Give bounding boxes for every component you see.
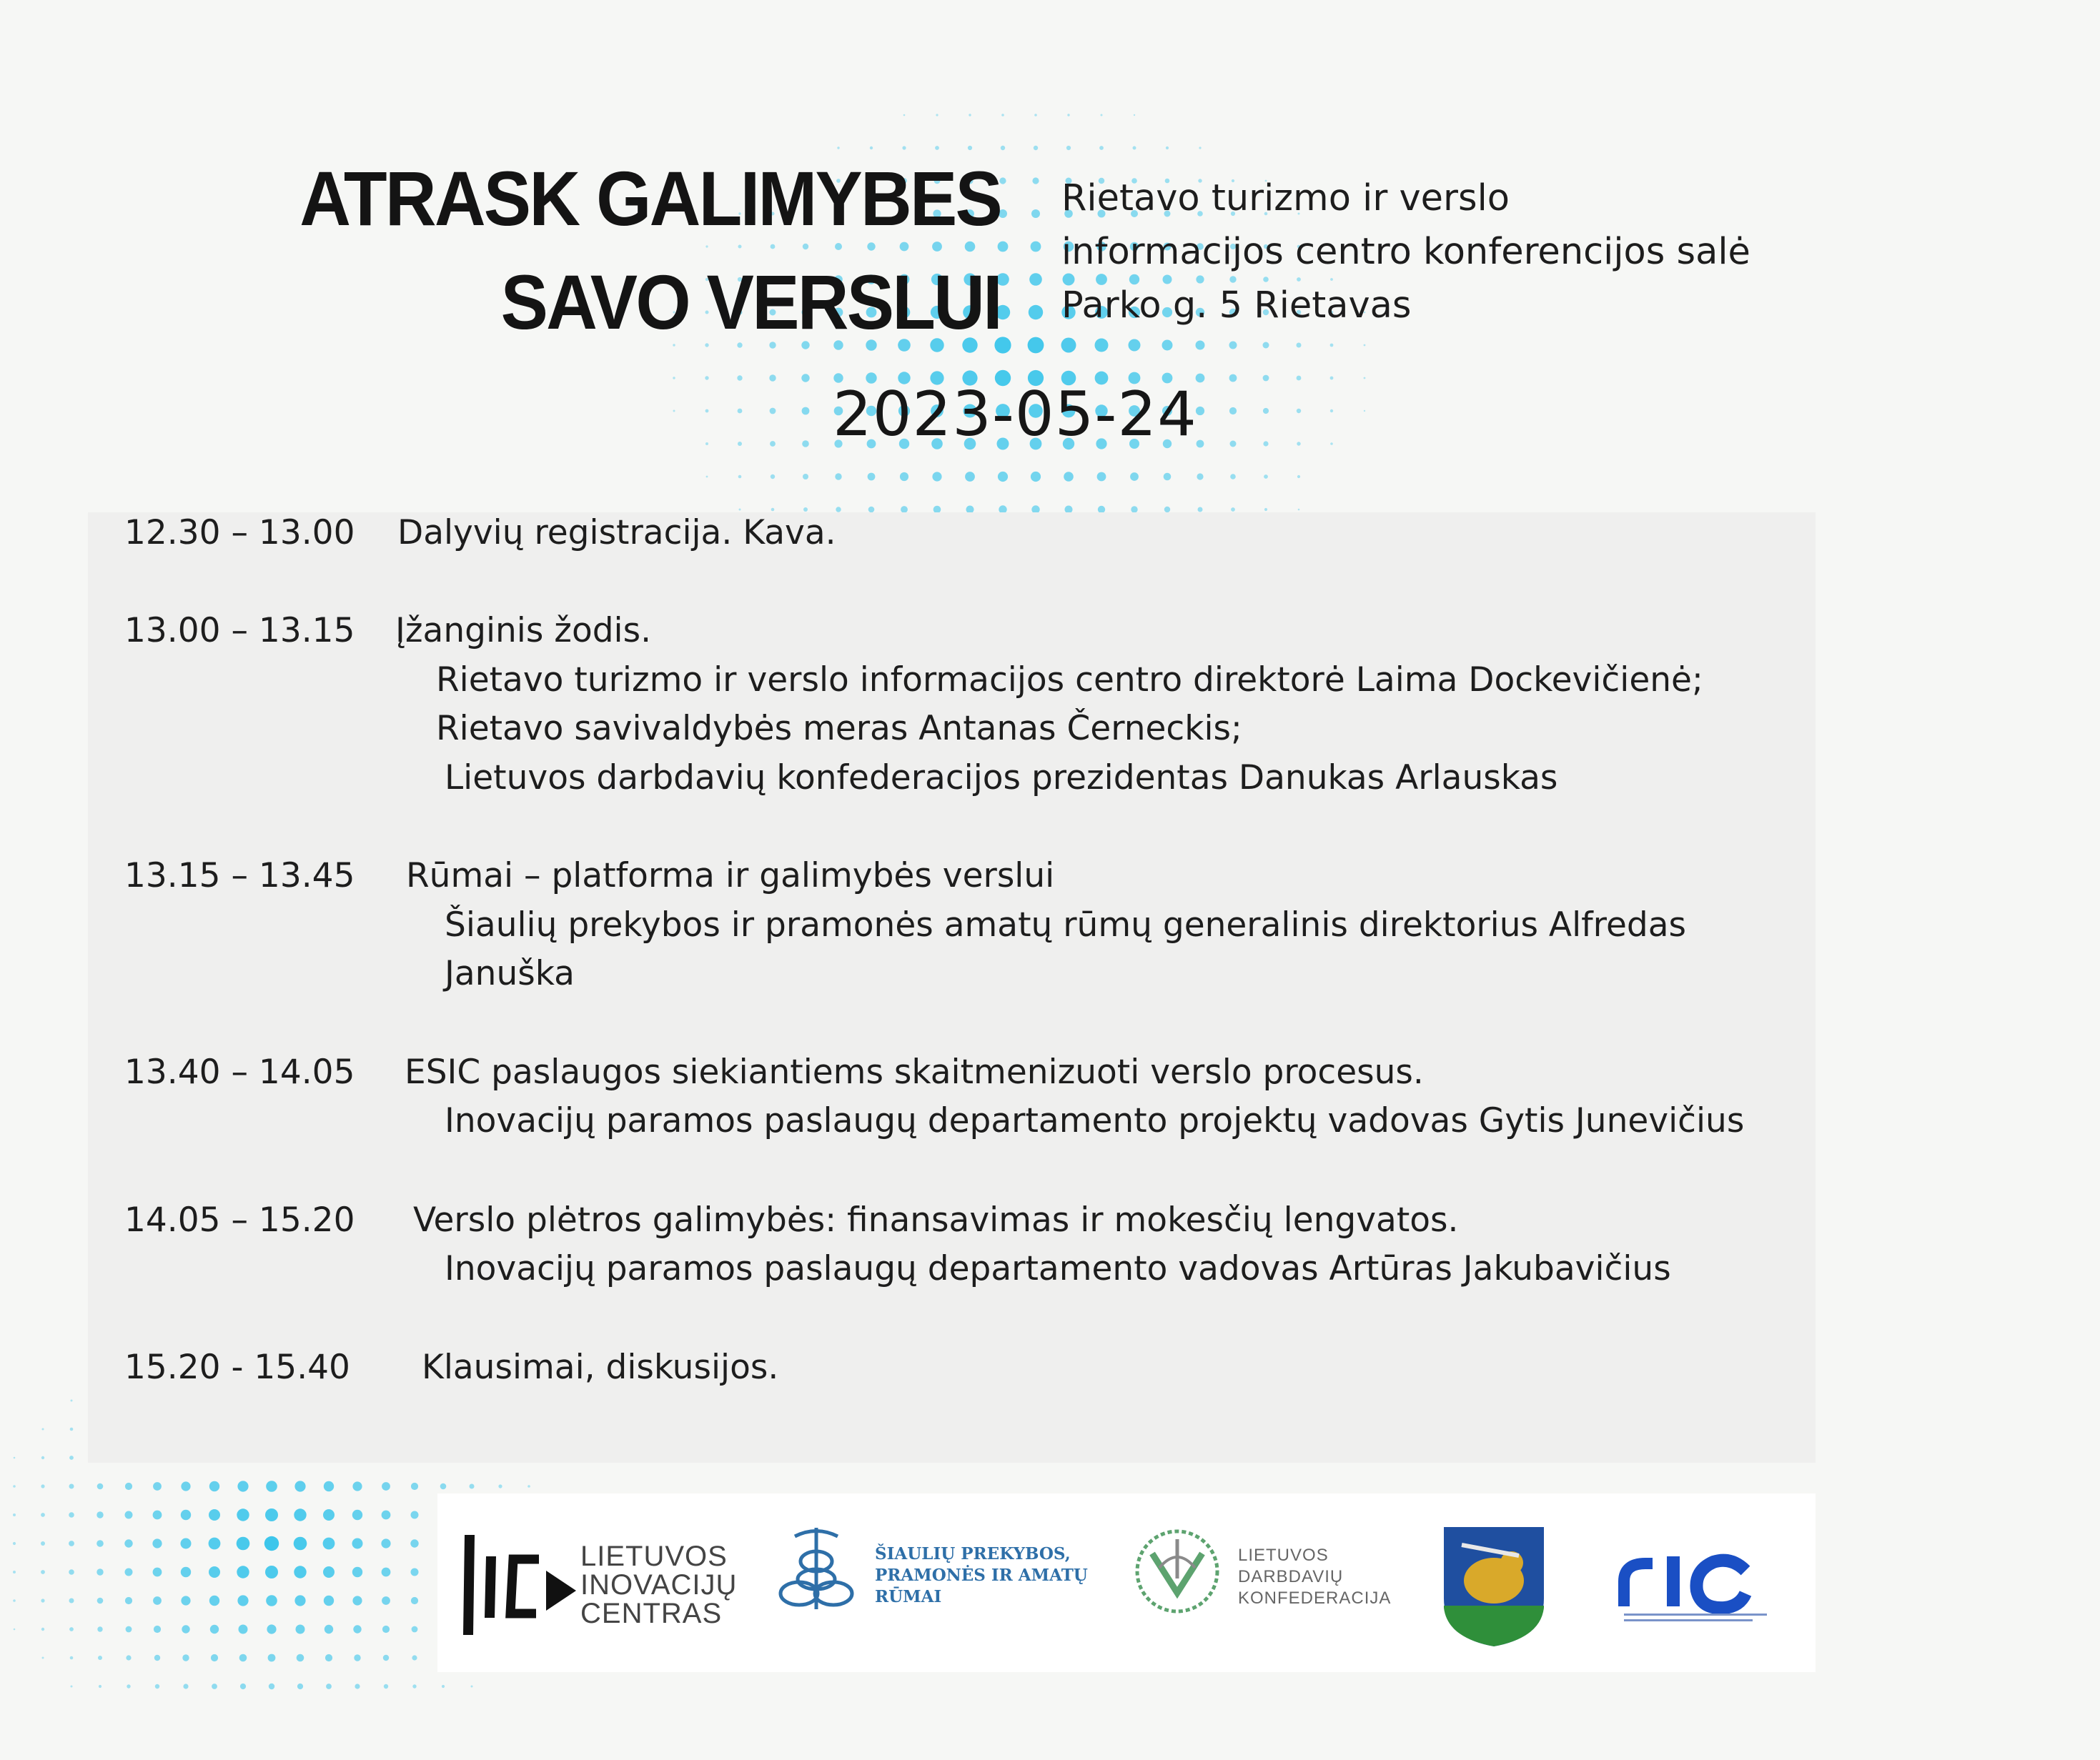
halftone-dot (153, 1511, 162, 1520)
event-date: 2023-05-24 (833, 379, 1197, 450)
halftone-dot (324, 1596, 334, 1606)
halftone-dot (69, 1627, 74, 1631)
lic-logo-mark (459, 1528, 595, 1642)
halftone-dot (324, 1481, 334, 1491)
agenda-time: 12.30 – 13.00 (124, 513, 355, 552)
siauliai-line-1: ŠIAULIŲ PREKYBOS, (875, 1544, 1071, 1563)
halftone-dot (181, 1481, 190, 1491)
agenda-title: Įžanginis žodis. (395, 611, 652, 650)
halftone-dot (1197, 440, 1204, 448)
halftone-dot (1031, 472, 1041, 482)
venue-info (1061, 171, 1750, 332)
halftone-dot (352, 1510, 362, 1520)
halftone-dot (471, 1686, 473, 1688)
halftone-dot (352, 1567, 362, 1577)
halftone-dot (1263, 375, 1269, 382)
halftone-dot (69, 1569, 74, 1575)
halftone-dot (1133, 146, 1136, 150)
halftone-dot (41, 1570, 45, 1574)
lic-line-2: INOVACIJŲ (580, 1569, 738, 1601)
agenda-detail: Lietuvos darbdavių konfederacijos prezidentas Danukas Arlauskas (445, 758, 1558, 797)
venue-line-1: Rietavo turizmo ir verslo (1061, 177, 1510, 219)
halftone-dot (771, 474, 775, 479)
halftone-dot (41, 1484, 44, 1488)
halftone-dot (323, 1566, 335, 1578)
ldk-line-3: KONFEDERACIJA (1238, 1589, 1392, 1608)
halftone-dot (1028, 337, 1044, 354)
halftone-dot (1297, 409, 1301, 413)
halftone-dot (1297, 442, 1300, 445)
halftone-dot (71, 1686, 73, 1688)
halftone-dot (1229, 342, 1237, 349)
halftone-dot (237, 1566, 249, 1578)
halftone-dot (325, 1625, 333, 1634)
title-line-1: ATRASK GALIMYBES (299, 155, 1001, 242)
halftone-dot (1066, 146, 1071, 150)
halftone-dot (99, 1685, 101, 1688)
halftone-dot (969, 114, 971, 116)
halftone-dot (1031, 209, 1040, 218)
halftone-dot (1298, 509, 1300, 511)
halftone-dot (181, 1596, 190, 1605)
halftone-dot (323, 1538, 335, 1550)
halftone-dot (382, 1511, 391, 1520)
halftone-dot (42, 1657, 44, 1659)
halftone-dot (69, 1599, 74, 1604)
halftone-dot (13, 1485, 16, 1488)
halftone-dot (1129, 339, 1141, 352)
halftone-dot (1099, 146, 1104, 150)
agenda-title: Verslo plėtros galimybės: finansavimas ir mokesčių lengvatos. (413, 1200, 1459, 1240)
halftone-dot (294, 1595, 305, 1606)
halftone-dot (381, 1538, 390, 1548)
halftone-dot (442, 1685, 445, 1688)
halftone-dot (1197, 473, 1203, 479)
halftone-dot (673, 377, 675, 379)
coat-of-arms-icon (1440, 1523, 1547, 1649)
halftone-dot (70, 1428, 74, 1431)
halftone-dot (239, 1654, 247, 1662)
halftone-dot (352, 1596, 362, 1605)
halftone-dot (97, 1598, 104, 1604)
halftone-dot (1297, 376, 1302, 381)
halftone-dot (412, 1626, 418, 1633)
halftone-dot (97, 1626, 102, 1631)
venue-line-2: informacijos centro konferencijos salė (1061, 231, 1750, 273)
venue-line-3: Parko g. 5 Rietavas (1061, 284, 1412, 327)
halftone-dot (237, 1508, 249, 1521)
halftone-dot (41, 1541, 45, 1546)
halftone-dot (738, 442, 742, 446)
halftone-dot (1364, 344, 1366, 347)
agenda-title: ESIC paslaugos siekiantiems skaitmenizuoti verslo procesus. (405, 1053, 1424, 1092)
sponsor-logos (437, 1493, 1816, 1672)
halftone-dot (211, 1654, 218, 1661)
siauliai-line-2: PRAMONĖS IR AMATŲ (875, 1566, 1088, 1585)
agenda-title: Dalyvių registracija. Kava. (397, 513, 836, 552)
halftone-dot (836, 507, 841, 512)
halftone-dot (209, 1481, 219, 1491)
halftone-dot (154, 1655, 160, 1661)
halftone-dot (13, 1599, 16, 1602)
ric-logo-icon (1617, 1549, 1781, 1628)
halftone-dot (868, 507, 875, 513)
halftone-dot (294, 1481, 305, 1491)
agenda-detail: Januška (445, 954, 575, 993)
halftone-dot (352, 1538, 363, 1549)
halftone-dot (1164, 473, 1172, 481)
halftone-dot (1032, 177, 1039, 184)
halftone-dot (323, 1509, 335, 1521)
halftone-dot (14, 1629, 16, 1631)
halftone-dot (183, 1684, 188, 1689)
halftone-dot (181, 1538, 192, 1549)
halftone-dot (1330, 344, 1334, 347)
agenda-detail: Šiaulių prekybos ir pramonės amatų rūmų generalinis direktorius Alfredas (445, 905, 1687, 945)
halftone-dot (297, 1654, 304, 1662)
halftone-dot (153, 1568, 162, 1577)
halftone-dot (1166, 146, 1169, 149)
halftone-dot (1330, 442, 1333, 445)
halftone-dot (154, 1626, 161, 1633)
halftone-dot (42, 1428, 44, 1431)
halftone-dot (965, 472, 975, 482)
halftone-dot (268, 1654, 276, 1662)
halftone-dot (382, 1482, 390, 1491)
halftone-dot (1130, 472, 1139, 481)
lic-line-3: CENTRAS (580, 1598, 723, 1629)
halftone-dot (69, 1456, 74, 1460)
agenda-panel (88, 512, 1816, 1463)
halftone-dot (96, 1568, 103, 1575)
halftone-dot (738, 475, 742, 479)
halftone-dot (1263, 342, 1269, 349)
halftone-dot (1330, 409, 1333, 412)
halftone-dot (41, 1599, 44, 1602)
halftone-dot (69, 1512, 74, 1518)
halftone-dot (70, 1656, 74, 1660)
halftone-dot (209, 1596, 219, 1606)
halftone-dot (209, 1566, 220, 1578)
halftone-dot (41, 1513, 45, 1517)
halftone-dot (673, 410, 675, 412)
halftone-dot (294, 1537, 307, 1551)
halftone-dot (127, 1684, 130, 1688)
halftone-dot (212, 1684, 217, 1689)
halftone-dot (297, 1684, 303, 1689)
halftone-dot (936, 114, 938, 116)
halftone-dot (269, 1684, 274, 1689)
halftone-dot (1297, 343, 1302, 348)
halftone-dot (267, 1624, 276, 1634)
halftone-dot (1297, 475, 1300, 478)
halftone-dot (1001, 146, 1005, 150)
halftone-dot (153, 1596, 162, 1605)
halftone-dot (1031, 242, 1041, 252)
halftone-dot (96, 1540, 104, 1547)
halftone-dot (1101, 114, 1103, 116)
halftone-dot (97, 1483, 104, 1490)
halftone-dot (411, 1568, 419, 1576)
event-title (277, 146, 1001, 354)
halftone-dot (1034, 114, 1037, 116)
agenda-title: Rūmai – platforma ir galimybės verslui (406, 856, 1055, 895)
halftone-dot (14, 1457, 16, 1459)
halftone-dot (125, 1568, 133, 1576)
halftone-dot (384, 1684, 388, 1689)
halftone-dot (265, 1508, 278, 1521)
halftone-dot (353, 1625, 361, 1633)
halftone-dot (152, 1538, 162, 1548)
halftone-dot (382, 1626, 390, 1633)
halftone-dot (1229, 407, 1237, 414)
halftone-dot (1264, 474, 1268, 479)
halftone-dot (1330, 377, 1334, 380)
siauliai-emblem-icon (773, 1522, 859, 1615)
halftone-dot (1067, 114, 1069, 116)
halftone-dot (124, 1539, 132, 1547)
halftone-dot (1198, 507, 1203, 512)
halftone-dot (737, 375, 742, 380)
halftone-dot (1263, 408, 1269, 414)
halftone-dot (237, 1537, 250, 1551)
halftone-dot (209, 1509, 220, 1521)
halftone-dot (209, 1538, 221, 1550)
halftone-dot (325, 1654, 332, 1661)
agenda-title: Klausimai, diskusijos. (422, 1348, 779, 1387)
halftone-dot (802, 407, 810, 415)
agenda-detail: Inovacijų paramos paslaugų departamento vadovas Artūras Jakubavičius (445, 1249, 1671, 1288)
halftone-dot (71, 1400, 73, 1402)
halftone-dot (868, 473, 876, 481)
halftone-dot (1229, 374, 1237, 382)
halftone-dot (770, 408, 776, 414)
halftone-dot (41, 1456, 44, 1459)
halftone-dot (1231, 507, 1235, 512)
halftone-dot (998, 472, 1008, 482)
halftone-dot (802, 440, 809, 447)
halftone-dot (410, 1539, 418, 1547)
halftone-dot (528, 1485, 530, 1488)
halftone-dot (1164, 507, 1170, 512)
halftone-dot (1029, 305, 1043, 319)
halftone-dot (771, 508, 775, 512)
halftone-dot (294, 1508, 306, 1521)
halftone-dot (1263, 441, 1268, 446)
halftone-dot (769, 374, 776, 381)
halftone-dot (13, 1542, 16, 1545)
halftone-dot (803, 507, 808, 512)
halftone-dot (903, 114, 906, 116)
siauliai-logo-text (875, 1543, 1088, 1608)
halftone-dot (900, 472, 908, 481)
halftone-dot (13, 1513, 16, 1516)
halftone-dot (412, 1655, 417, 1660)
halftone-dot (125, 1511, 133, 1519)
halftone-dot (265, 1566, 278, 1578)
halftone-dot (706, 476, 708, 478)
halftone-dot (835, 473, 841, 479)
halftone-dot (1199, 146, 1201, 149)
halftone-dot (266, 1481, 277, 1492)
title-line-2: SAVO VERSLUI (500, 259, 1001, 345)
halftone-dot (801, 374, 809, 382)
agenda-time: 13.15 – 13.45 (124, 856, 355, 895)
halftone-dot (411, 1483, 418, 1490)
halftone-dot (382, 1568, 391, 1577)
halftone-dot (1162, 340, 1173, 351)
halftone-dot (326, 1684, 332, 1689)
halftone-dot (69, 1484, 74, 1489)
halftone-dot (1029, 273, 1042, 286)
halftone-dot (125, 1483, 132, 1490)
ldk-emblem-icon (1131, 1525, 1224, 1618)
halftone-dot (41, 1628, 44, 1631)
halftone-dot (738, 409, 743, 414)
halftone-dot (440, 1483, 447, 1490)
halftone-dot (126, 1655, 131, 1660)
halftone-dot (239, 1625, 248, 1634)
halftone-dot (739, 509, 741, 511)
halftone-dot (125, 1597, 132, 1604)
halftone-dot (296, 1625, 305, 1634)
halftone-dot (498, 1484, 502, 1488)
ldk-line-2: DARBDAVIŲ (1238, 1567, 1344, 1586)
halftone-dot (932, 472, 941, 481)
halftone-dot (69, 1541, 74, 1546)
halftone-dot (352, 1481, 362, 1491)
halftone-dot (266, 1595, 277, 1606)
halftone-dot (383, 1655, 389, 1661)
halftone-dot (13, 1571, 16, 1573)
halftone-dot (1364, 377, 1366, 379)
agenda-detail: Inovacijų paramos paslaugų departamento projektų vadovas Gytis Junevičius (445, 1101, 1745, 1140)
halftone-dot (803, 474, 808, 479)
halftone-dot (1264, 508, 1267, 511)
halftone-dot (153, 1482, 162, 1491)
halftone-dot (237, 1481, 248, 1491)
halftone-dot (412, 1684, 416, 1688)
halftone-dot (1034, 146, 1038, 150)
siauliai-line-3: RŪMAI (875, 1587, 942, 1606)
lic-logo-text (580, 1542, 737, 1628)
halftone-dot (182, 1654, 189, 1661)
ldk-logo-text (1238, 1545, 1391, 1609)
halftone-dot (705, 376, 708, 379)
agenda-time: 15.20 - 15.40 (124, 1348, 350, 1387)
halftone-dot (1064, 472, 1074, 482)
halftone-dot (770, 441, 776, 447)
halftone-dot (181, 1510, 191, 1520)
halftone-dot (1364, 410, 1365, 412)
halftone-dot (237, 1595, 248, 1606)
halftone-dot (705, 442, 708, 445)
halftone-dot (1097, 472, 1106, 482)
agenda-time: 13.00 – 13.15 (124, 611, 355, 650)
halftone-dot (705, 409, 709, 413)
agenda-detail: Rietavo savivaldybės meras Antanas Černeckis; (436, 709, 1242, 748)
halftone-dot (1061, 338, 1076, 353)
halftone-dot (1230, 474, 1236, 479)
halftone-dot (155, 1684, 159, 1689)
halftone-dot (1196, 341, 1205, 350)
halftone-dot (1230, 441, 1237, 447)
halftone-dot (98, 1656, 102, 1660)
halftone-dot (411, 1597, 418, 1604)
halftone-dot (210, 1625, 219, 1634)
agenda-detail: Rietavo turizmo ir verslo informacijos centro direktorė Laima Dockevičienė; (436, 660, 1703, 700)
agenda-time: 14.05 – 15.20 (124, 1200, 355, 1240)
halftone-dot (126, 1626, 132, 1633)
halftone-dot (1001, 114, 1004, 116)
ldk-line-1: LIETUVOS (1238, 1546, 1329, 1565)
halftone-dot (382, 1596, 390, 1605)
halftone-dot (181, 1567, 191, 1577)
halftone-dot (355, 1684, 360, 1689)
lic-line-1: LIETUVOS (580, 1541, 728, 1572)
halftone-dot (96, 1511, 103, 1518)
halftone-dot (470, 1484, 475, 1489)
halftone-dot (1095, 339, 1109, 352)
halftone-dot (240, 1684, 246, 1689)
halftone-dot (264, 1536, 279, 1551)
agenda-time: 13.40 – 14.05 (124, 1053, 355, 1092)
halftone-dot (354, 1654, 360, 1661)
halftone-dot (1134, 114, 1135, 116)
halftone-dot (182, 1625, 189, 1633)
halftone-dot (294, 1566, 306, 1578)
halftone-dot (411, 1511, 419, 1519)
lic-mark-icon (459, 1528, 595, 1642)
